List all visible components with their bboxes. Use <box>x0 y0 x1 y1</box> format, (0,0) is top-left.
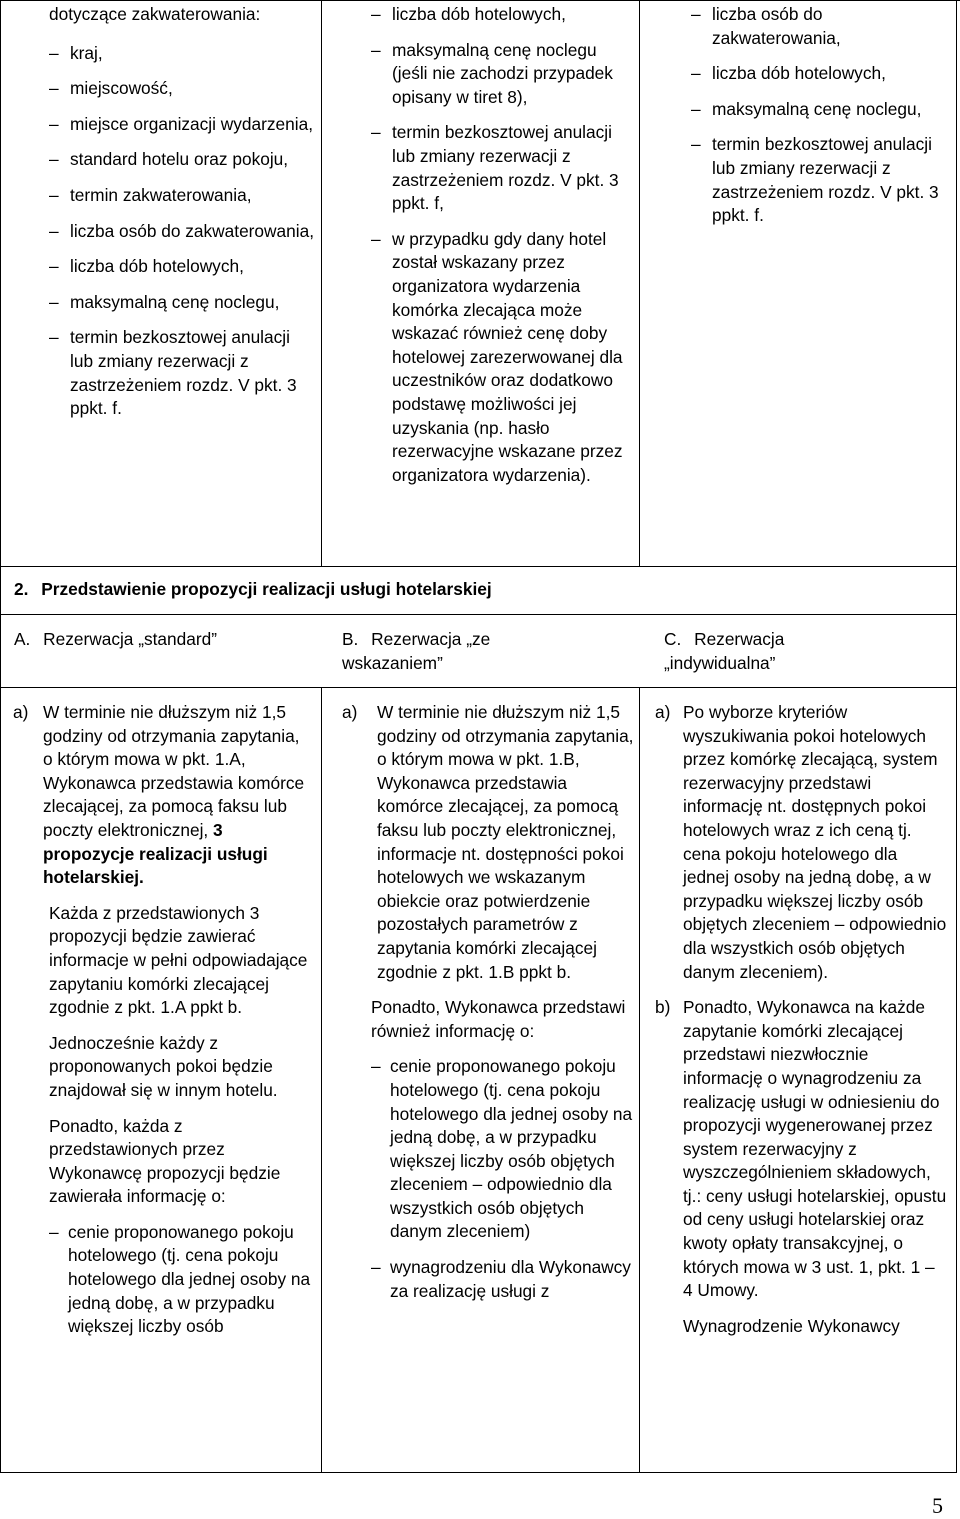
col1-item: – miejscowość, <box>49 77 317 101</box>
colA-a-bold: 3 propozycje realizacji usługi hotelarskiej. <box>43 819 268 888</box>
column-divider-2-top <box>639 0 640 567</box>
colA-paragraph-4: Ponadto, każda z przedstawionych przez Wykonawcę propozycji będzie zawierała informację o: <box>49 1115 281 1207</box>
section-number: 2. <box>14 579 29 599</box>
colA-a-text: W terminie nie dłuższym niż 1,5 godziny od otrzymania zapytania, o którym mowa w pkt. 1.A, Wykonawca przedstawia komórce zlecającej, za pomocą faksu lub poczty elektronicznej, <box>43 702 305 840</box>
header-b-letter: B. <box>342 629 359 649</box>
colC-paragraph-2: Wynagrodzenie Wykonawcy <box>683 1315 900 1336</box>
colC-a-text: Po wyborze kryteriów wyszukiwania pokoi hotelowych przez komórkę zlecającą, system rezerwacyjny przedstawi informację nt. dostępnych pokoi hotelowych wraz z ich ceną tj. cena pokoju hotelowego dla jednej osoby na jedną dobę, a w przypadku większej liczby osób objętych zleceniem – odpowiednio dla wszystkich osób objętych danym zleceniem). <box>683 702 947 982</box>
colB-paragraph-2: Ponadto, Wykonawca przedstawi również informację o: <box>371 997 626 1041</box>
colB-dash-item: – wynagrodzeniu dla Wykonawcy za realizację usługi z <box>371 1256 634 1303</box>
table-bottom-border <box>0 1472 957 1473</box>
colA-item-a <box>13 701 311 890</box>
colC-a-marker: a) <box>655 702 671 722</box>
section-title: Przedstawienie propozycji realizacji usługi hotelarskiej <box>41 579 492 599</box>
colA-paragraph-2: Każda z przedstawionych 3 propozycji będzie zawierać informacje w pełni odpowiadające zapytaniu komórki zlecającej zgodnie z pkt. 1.A ppkt b. <box>49 902 308 1018</box>
top-col1 <box>49 3 317 421</box>
col1-item: – maksymalną cenę noclegu, <box>49 291 317 315</box>
colC-item-a <box>655 701 947 984</box>
top-col2 <box>371 3 633 487</box>
colB-a-marker: a) <box>342 702 358 722</box>
col1-item: – liczba osób do zakwaterowania, <box>49 220 317 244</box>
header-b-label: Rezerwacja „ze wskazaniem” <box>342 629 491 673</box>
col3-item: – liczba osób do zakwaterowania, <box>691 3 951 50</box>
colA-paragraph-3: Jednocześnie każdy z proponowanych pokoi będzie znajdował się w innym hotelu. <box>49 1032 278 1100</box>
header-c <box>664 628 834 675</box>
column-divider-1-body <box>321 687 322 1473</box>
column-divider-1-top <box>321 0 322 567</box>
col1-item: – miejsce organizacji wydarzenia, <box>49 113 317 137</box>
header-a <box>14 628 314 652</box>
row-divider-top <box>0 566 957 567</box>
col1-item: – liczba dób hotelowych, <box>49 255 317 279</box>
column-divider-2-body <box>639 687 640 1473</box>
table-left-border <box>0 0 1 1473</box>
col2-item: – liczba dób hotelowych, <box>371 3 633 27</box>
colB-dash-item: – cenie proponowanego pokoju hotelowego (tj. cena pokoju hotelowego dla jednej osoby na jedną dobę, a w przypadku większej liczby osób objętych zleceniem – odpowiednio dla wszystkich osób objętych danym zleceniem) <box>371 1055 634 1244</box>
colC-b-text: Ponadto, Wykonawca na każde zapytanie komórki zlecającej przedstawi niezwłocznie informację o wynagrodzeniu za realizację usługi w odniesieniu do propozycji wygenerowanej przez system rezerwacyjny z wyszczególnieniem składowych, tj.: ceny usługi hotelarskiej, opustu od ceny usługi hotelarskiej oraz kwoty opłaty transakcyjnej, o których mowa w 3 ust. 1, pkt. 1 – 4 Umowy. <box>683 997 947 1301</box>
body-col-a <box>13 701 311 1339</box>
col1-item: – standard hotelu oraz pokoju, <box>49 148 317 172</box>
header-c-letter: C. <box>664 629 682 649</box>
colB-a-text: W terminie nie dłuższym niż 1,5 godziny od otrzymania zapytania, o którym mowa w pkt. 1.B, Wykonawca przedstawia komórce zlecającej, za pomocą faksu lub poczty elektronicznej, informacje nt. dostępności pokoi hotelowych we wskazanym obiekcie oraz potwierdzenie pozostałych parametrów z zapytania komórki zlecającej zgodnie z pkt. 1.B ppkt b. <box>377 702 634 982</box>
col2-item: – w przypadku gdy dany hotel został wskazany przez organizatora wydarzenia komórka zlecająca może wskazać również cenę doby hotelowej zarezerwowanej dla uczestników oraz dodatkowo podstawę możliwości jej uzyskania (np. hasło rezerwacyjne wskazane przez organizatora wydarzenia). <box>371 228 633 488</box>
section-heading <box>14 578 944 602</box>
header-a-label: Rezerwacja „standard” <box>43 629 217 649</box>
col3-item: – termin bezkosztowej anulacji lub zmiany rezerwacji z zastrzeżeniem rozdz. V pkt. 3 ppkt. f. <box>691 133 951 227</box>
colC-b-marker: b) <box>655 997 671 1018</box>
col1-item: – termin zakwaterowania, <box>49 184 317 208</box>
colC-item-b <box>655 996 947 1303</box>
col3-item: – maksymalną cenę noclegu, <box>691 98 951 122</box>
colB-item-a <box>342 701 634 984</box>
row-divider-headers <box>0 687 957 688</box>
top-col3 <box>691 3 951 228</box>
colA-dash-item: – cenie proponowanego pokoju hotelowego (tj. cena pokoju hotelowego dla jednej osoby na jedną dobę, a w przypadku większej liczby osób <box>49 1221 311 1339</box>
table-top-border <box>0 0 960 1</box>
page-number: 5 <box>932 1493 943 1518</box>
header-b <box>342 628 542 675</box>
col2-item: – termin bezkosztowej anulacji lub zmiany rezerwacji z zastrzeżeniem rozdz. V pkt. 3 ppkt. f, <box>371 121 633 215</box>
col1-item: – kraj, <box>49 42 317 66</box>
body-col-b <box>342 701 634 1303</box>
col1-lead: dotyczące zakwaterowania: <box>49 4 261 24</box>
colA-a-marker: a) <box>13 702 29 722</box>
col2-item: – maksymalną cenę noclegu (jeśli nie zachodzi przypadek opisany w tiret 8), <box>371 39 633 110</box>
row-divider-section <box>0 614 957 615</box>
body-col-c <box>655 701 947 1338</box>
header-c-label: Rezerwacja „indywidualna” <box>664 629 785 673</box>
col3-item: – liczba dób hotelowych, <box>691 62 951 86</box>
col1-item: – termin bezkosztowej anulacji lub zmiany rezerwacji z zastrzeżeniem rozdz. V pkt. 3 ppkt. f. <box>49 326 317 420</box>
header-a-letter: A. <box>14 629 31 649</box>
table-right-border <box>956 0 957 1473</box>
